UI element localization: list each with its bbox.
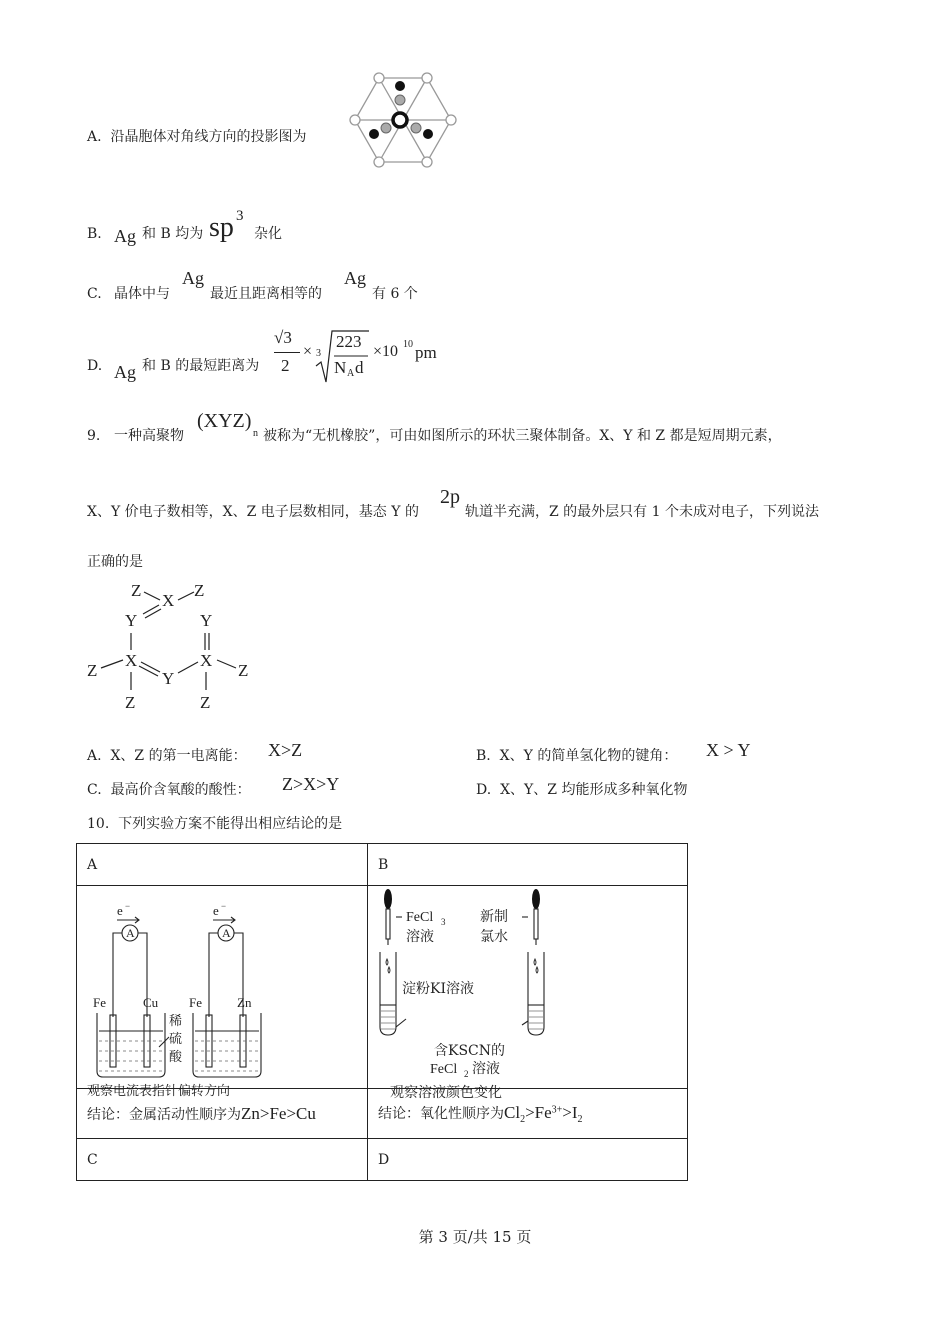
option-a-text: 沿晶胞体对角线方向的投影图为 — [110, 129, 307, 145]
acid-char-3: 酸 — [169, 1050, 183, 1065]
q9-a-text: X、Z 的第一电离能： — [110, 748, 247, 764]
q9-line2b: 轨道半充满，Z 的最外层只有 1 个未成对电子，下列说法 — [465, 504, 819, 520]
ring-z: Z — [194, 581, 205, 600]
electron-label-2: e — [213, 903, 219, 918]
electrode-fe-1: Fe — [93, 995, 106, 1010]
reagent1-label: 溶液 — [406, 929, 434, 945]
b-formula-i: >I — [562, 1102, 578, 1122]
ring-x: X — [125, 651, 138, 670]
q9-option-a — [87, 746, 247, 766]
option-a — [87, 127, 306, 147]
q9-b-label: B. — [476, 748, 491, 764]
option-c-label: C. — [87, 286, 102, 302]
q9-text1: 一种高聚物 — [114, 428, 184, 444]
electrode-cu: Cu — [143, 995, 159, 1010]
q9-a-label: A. — [87, 748, 102, 764]
ring-z: Z — [125, 693, 136, 712]
electrode-zn: Zn — [237, 995, 252, 1010]
tube2-line2b: 溶液 — [472, 1061, 500, 1077]
ring-z: Z — [200, 693, 211, 712]
electrode-fe-2: Fe — [189, 995, 202, 1010]
q9-line2a: X、Y 价电子数相等，X、Z 电子层数相同，基态 Y 的 — [87, 504, 419, 520]
q9-c-formula: Z>X>Y — [282, 774, 340, 794]
ammeter-label-2: A — [222, 926, 231, 940]
q9-text2: 被称为“无机橡胶”，可由如图所示的环状三聚体制备。X、Y 和 Z 都是短周期元素， — [263, 428, 782, 444]
formula-two: 2 — [281, 356, 290, 375]
option-c-text2: 最近且距离相等的 — [210, 286, 322, 302]
cell-c-header: C — [77, 1139, 368, 1181]
tube2-formula: FeCl — [430, 1062, 458, 1077]
q9-a-formula: X>Z — [268, 740, 303, 760]
ammeter-label-1: A — [126, 926, 135, 940]
option-d-ag: Ag — [114, 362, 136, 382]
q9-option-d — [476, 780, 687, 800]
tube2-line1: 含KSCN的 — [434, 1043, 506, 1059]
acid-char-1: 稀 — [169, 1014, 183, 1029]
formula-unit: pm — [415, 343, 437, 362]
ring-y: Y — [200, 611, 213, 630]
ring-z: Z — [238, 661, 249, 680]
option-b-label: B. — [87, 226, 102, 242]
formula-sqrt3: √3 — [274, 328, 292, 347]
formula-root-index: 3 — [316, 348, 321, 359]
q9-c-label: C. — [87, 782, 102, 798]
q9-polymer: (XYZ) — [197, 410, 252, 432]
formula-exp: 10 — [403, 339, 413, 350]
diagram-a-caption: 观察电流表指针偏转方向 — [87, 1084, 231, 1099]
ring-x: X — [162, 591, 175, 610]
ring-x: X — [200, 651, 213, 670]
q9-option-b — [476, 746, 677, 766]
ring-z: Z — [131, 581, 142, 600]
projection-diagram — [352, 72, 454, 168]
electron-sup-2: − — [221, 901, 227, 911]
diagram-b-caption: 观察溶液颜色变化 — [390, 1085, 502, 1101]
option-a-label: A. — [87, 129, 102, 145]
option-b-sp: sp — [209, 212, 234, 243]
reagent1-sub: 3 — [441, 917, 446, 927]
experiment-table — [76, 843, 688, 1181]
galvanic-cell-diagram — [77, 887, 367, 1099]
distance-formula — [270, 328, 450, 384]
formula-times2: ×10 — [373, 343, 399, 360]
formula-d: d — [355, 358, 364, 377]
b-formula-cl: Cl — [504, 1102, 521, 1122]
q9-option-c — [87, 780, 251, 800]
q10-number: 10. — [87, 816, 110, 832]
option-b — [87, 224, 102, 244]
b-formula-cl-sub: 2 — [520, 1113, 526, 1125]
a-conclusion-prefix: 结论：金属活动性顺序为 — [87, 1106, 241, 1123]
formula-na-sub: A — [347, 368, 355, 379]
q9-d-text: X、Y、Z 均能形成多种氧化物 — [500, 782, 688, 798]
tube2-sub: 2 — [464, 1069, 469, 1079]
page-footer: 第 3 页/共 15 页 — [418, 1228, 532, 1246]
reagent1-formula: FeCl — [406, 910, 434, 925]
q9-line3: 正确的是 — [87, 554, 143, 570]
option-b-mid: 和 B 均为 — [142, 226, 204, 242]
cell-b-header: B — [368, 844, 688, 886]
acid-char-2: 硫 — [169, 1032, 183, 1047]
ring-y: Y — [125, 611, 138, 630]
q9-2p: 2p — [440, 486, 460, 508]
option-b-sup: 3 — [236, 208, 244, 224]
ring-y: Y — [162, 669, 175, 688]
option-c-ag1: Ag — [182, 268, 204, 288]
q10-text: 下列实验方案不能得出相应结论的是 — [118, 816, 343, 832]
fraction-bar — [274, 352, 300, 353]
b-formula-i-sub: 2 — [577, 1113, 583, 1125]
b-formula-fe-sup: 3+ — [551, 1103, 563, 1115]
b-conclusion-prefix: 结论：氧化性顺序为 — [378, 1105, 504, 1122]
oxidation-test-diagram — [368, 887, 686, 1101]
reagent2-line1: 新制 — [480, 909, 508, 925]
option-c-ag2: Ag — [344, 268, 366, 288]
option-b-ag: Ag — [114, 226, 136, 246]
q9-number: 9. — [87, 428, 101, 444]
trimer-ring-structure — [84, 578, 264, 718]
a-conclusion-formula: Zn>Fe>Cu — [241, 1103, 316, 1123]
electron-sup-1: − — [125, 901, 131, 911]
q9-d-label: D. — [476, 782, 492, 798]
option-c-text1: 晶体中与 — [114, 286, 170, 302]
ring-z: Z — [87, 661, 98, 680]
formula-numerator: 223 — [336, 332, 362, 351]
cell-a-header: A — [77, 844, 368, 886]
q9-polymer-sub: n — [253, 428, 258, 439]
option-b-end: 杂化 — [254, 226, 282, 242]
q10-stem — [87, 814, 342, 834]
q9-c-text: 最高价含氧酸的酸性： — [110, 782, 251, 798]
reagent2-line2: 氯水 — [480, 929, 508, 945]
cell-b-diagram — [368, 886, 688, 1101]
q9-b-text: X、Y 的简单氢化物的键角： — [499, 748, 678, 764]
electron-label-1: e — [117, 903, 123, 918]
cell-a-diagram — [77, 886, 368, 1099]
formula-times: × — [303, 343, 313, 360]
tube1-label: 淀粉KI溶液 — [402, 981, 474, 997]
option-c-text3: 有 6 个 — [372, 286, 418, 302]
option-d-text: 和 B 的最短距离为 — [142, 358, 260, 374]
option-d-label: D. — [87, 358, 103, 374]
q9-b-formula: X > Y — [706, 740, 751, 760]
cell-d-header: D — [368, 1139, 688, 1181]
b-formula-fe: >Fe — [525, 1102, 552, 1122]
formula-na: N — [334, 358, 347, 377]
